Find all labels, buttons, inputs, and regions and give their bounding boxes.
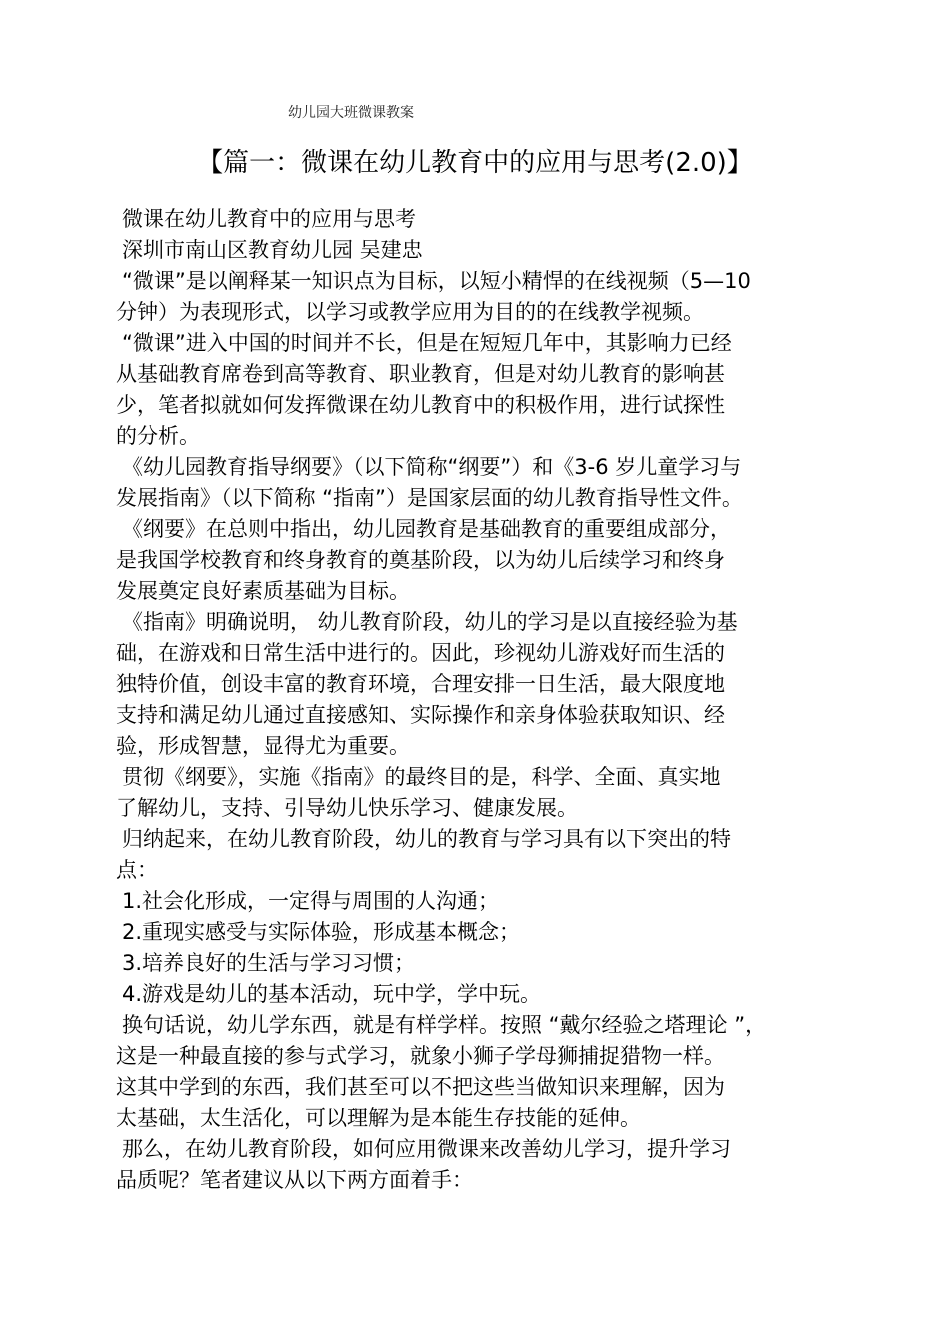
text-line: 的分析。 [116, 424, 200, 448]
text-line: 了解幼儿，支持、引导幼儿快乐学习、健康发展。 [116, 796, 578, 820]
text-line: 换句话说，幼儿学东西，就是有样学样。按照 “戴尔经验之塔理论 ”， [122, 1013, 767, 1037]
text-line: 验，形成智慧，显得尤为重要。 [116, 734, 410, 758]
text-line: 归纳起来，在幼儿教育阶段，幼儿的教育与学习具有以下突出的特 [122, 827, 731, 851]
text-line: 贯彻《纲要》，实施《指南》的最终目的是，科学、全面、真实地 [122, 765, 721, 789]
document-body [116, 204, 846, 1196]
text-line: 点： [116, 858, 158, 882]
text-line: 是我国学校教育和终身教育的奠基阶段，以为幼儿后续学习和终身 [116, 548, 725, 572]
text-line: 础，在游戏和日常生活中进行的。因此，珍视幼儿游戏好而生活的 [116, 641, 725, 665]
document-title: 【篇一：微课在幼儿教育中的应用与思考(2.0)】 [197, 148, 753, 178]
text-line: 品质呢？笔者建议从以下两方面着手： [116, 1168, 473, 1192]
text-line: 从基础教育席卷到高等教育、职业教育，但是对幼儿教育的影响甚 [116, 362, 725, 386]
text-line: 《纲要》在总则中指出，幼儿园教育是基础教育的重要组成部分， [122, 517, 731, 541]
text-line: 发展指南》（以下简称 “指南”）是国家层面的幼儿教育指导性文件。 [116, 486, 743, 510]
text-line: 独特价值，创设丰富的教育环境，合理安排一日生活，最大限度地 [116, 672, 725, 696]
text-line: 那么，在幼儿教育阶段，如何应用微课来改善幼儿学习，提升学习 [122, 1137, 731, 1161]
text-line: 这其中学到的东西，我们甚至可以不把这些当做知识来理解，因为 [116, 1075, 725, 1099]
text-line: 深圳市南山区教育幼儿园 吴建忠 [122, 238, 423, 262]
text-line: “微课”进入中国的时间并不长，但是在短短几年中，其影响力已经 [122, 331, 732, 355]
text-line: 这是一种最直接的参与式学习，就象小狮子学母狮捕捉猎物一样。 [116, 1044, 725, 1068]
text-line: 少，笔者拟就如何发挥微课在幼儿教育中的积极作用，进行试探性 [116, 393, 725, 417]
text-line: 《指南》明确说明， 幼儿教育阶段，幼儿的学习是以直接经验为基 [122, 610, 738, 634]
text-line: 《幼儿园教育指导纲要》（以下简称“纲要”）和《3-6 岁儿童学习与 [122, 455, 742, 479]
text-line: 太基础，太生活化，可以理解为是本能生存技能的延伸。 [116, 1106, 641, 1130]
text-line: 微课在幼儿教育中的应用与思考 [122, 207, 416, 231]
text-line: 1.社会化形成，一定得与周围的人沟通； [122, 889, 500, 913]
text-line: 支持和满足幼儿通过直接感知、实际操作和亲身体验获取知识、经 [116, 703, 725, 727]
page-header: 幼儿园大班微课教案 [288, 105, 414, 121]
text-line: 3.培养良好的生活与学习习惯； [122, 951, 416, 975]
text-line: 4.游戏是幼儿的基本活动，玩中学，学中玩。 [122, 982, 542, 1006]
text-line: 2.重现实感受与实际体验，形成基本概念； [122, 920, 521, 944]
text-line: “微课”是以阐释某一知识点为目标，以短小精悍的在线视频（5—10 [122, 269, 751, 293]
text-line: 分钟）为表现形式，以学习或教学应用为目的的在线教学视频。 [116, 300, 704, 324]
text-line: 发展奠定良好素质基础为目标。 [116, 579, 410, 603]
